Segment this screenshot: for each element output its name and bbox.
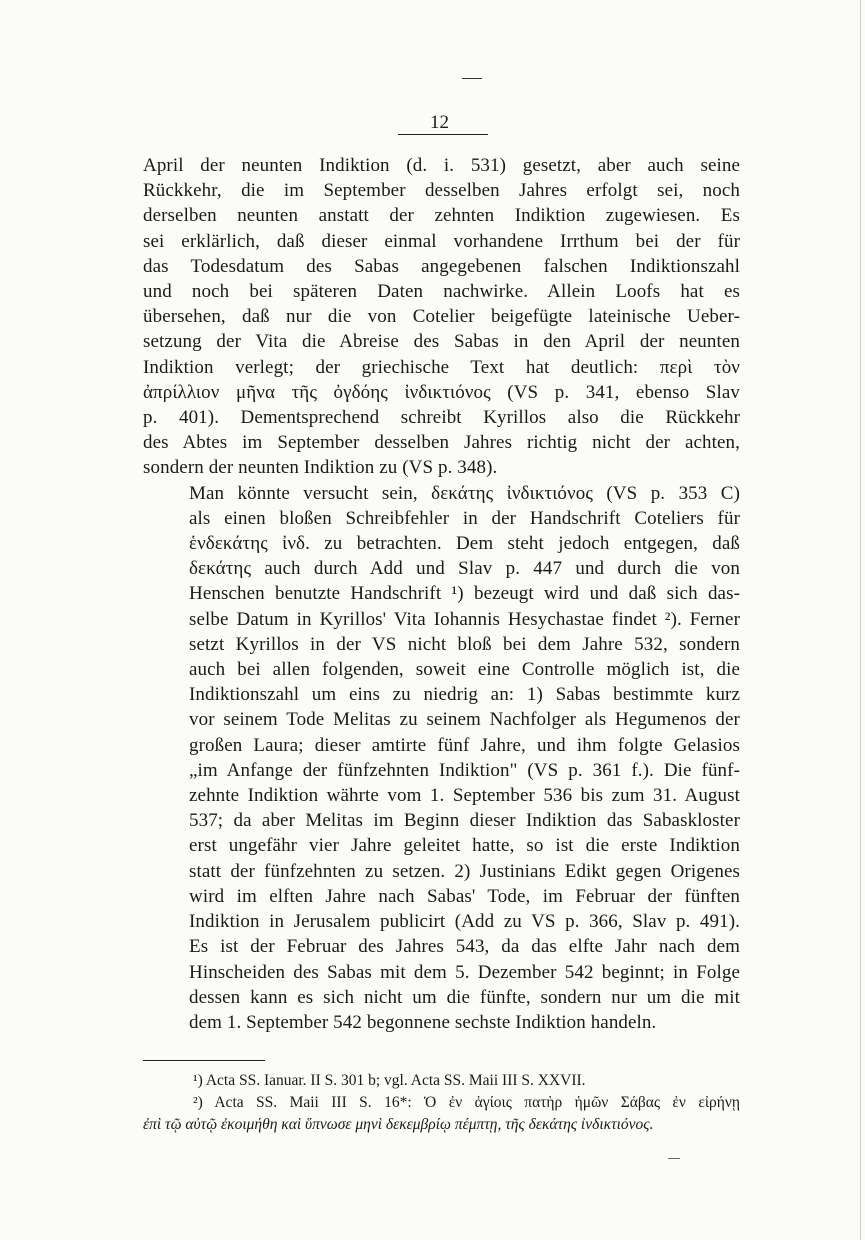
text-line: des Abtes im September desselben Jahres richtig nicht der achten, [143, 432, 740, 454]
text-line: auch bei allen folgenden, soweit eine Controlle möglich ist, die [189, 659, 740, 681]
body-text [143, 153, 740, 1035]
text-line: Hinscheiden des Sabas mit dem 5. Dezember 542 beginnt; in Folge [189, 961, 740, 983]
text-line: dessen kann es sich nicht um die fünfte, sondern nur um die mit [189, 986, 740, 1008]
text-line: April der neunten Indiktion (d. i. 531) gesetzt, aber auch seine [143, 155, 740, 176]
text-line: sei erklärlich, daß dieser einmal vorhandene Irrthum bei der für [143, 230, 740, 252]
text-line: Es ist der Februar des Jahres 543, da das elfte Jahr nach dem [189, 936, 740, 958]
text-line: das Todesdatum des Sabas angegebenen falschen Indiktionszahl [143, 255, 740, 277]
footnote-1: ¹) Acta SS. Ianuar. II S. 301 b; vgl. Acta SS. Maii III S. XXVII. [193, 1072, 586, 1089]
text-line: und noch bei späteren Daten nachwirke. Allein Loofs hat es [143, 281, 740, 303]
text-line: Rückkehr, die im September desselben Jahres erfolgt sei, noch [143, 180, 740, 202]
text-line: 537; da aber Melitas im Beginn dieser Indiktion das Sabaskloster [189, 810, 740, 832]
text-line: sondern der neunten Indiktion zu (VS p. 348). [143, 457, 498, 479]
text-line: Indiktionszahl um eins zu niedrig an: 1) Sabas bestimmte kurz [189, 684, 740, 706]
page-edge [860, 0, 861, 1240]
paragraph-2 [143, 481, 740, 1035]
text-line: ἑνδεκάτης ἰνδ. zu betrachten. Dem steht jedoch entgegen, daß [189, 533, 740, 555]
footnote-2-line-2: ἐπὶ τῷ αὐτῷ ἐκοιμήθη καὶ ὕπνωσε μηνὶ δεκεμβρίῳ πέμπτῃ, τῆς δεκάτης ἰνδικτιόνος. [143, 1116, 654, 1133]
text-line: p. 401). Dementsprechend schreibt Kyrillos also die Rückkehr [143, 407, 740, 429]
text-line: erst ungefähr vier Jahre geleitet hatte, so ist die erste Indiktion [189, 835, 740, 857]
paragraph-1 [143, 153, 740, 481]
text-line: setzung der Vita die Abreise des Sabas in den April der neunten [143, 331, 740, 353]
text-line: ἀπρίλλιον μῆνα τῆς ὀγδόης ἰνδικτιόνος (VS p. 341, ebenso Slav [143, 381, 740, 403]
text-line: δεκάτης auch durch Add und Slav p. 447 und durch die von [189, 558, 740, 580]
text-line: als einen bloßen Schreibfehler in der Handschrift Coteliers für [189, 507, 740, 529]
text-line: Indiktion in Jerusalem publicirt (Add zu VS p. 366, Slav p. 491). [189, 911, 740, 933]
text-line: derselben neunten anstatt der zehnten Indiktion zugewiesen. Es [143, 205, 740, 227]
text-line: übersehen, daß nur die von Cotelier beigefügte lateinische Ueber- [143, 306, 740, 328]
text-line: dem 1. September 542 begonnene sechste Indiktion handeln. [189, 1011, 657, 1033]
text-line: statt der fünfzehnten zu setzen. 2) Justinians Edikt gegen Origenes [189, 860, 740, 882]
bottom-dash [668, 1158, 680, 1159]
text-line: zehnte Indiktion währte vom 1. September 536 bis zum 31. August [189, 785, 740, 807]
text-line: setzt Kyrillos in der VS nicht bloß bei dem Jahre 532, sondern [189, 633, 740, 655]
text-line: Indiktion verlegt; der griechische Text hat deutlich: περὶ τὸν [143, 356, 740, 378]
top-dash [462, 78, 482, 79]
text-line: wird im elften Jahre nach Sabas' Tode, im Februar der fünften [189, 885, 740, 907]
text-line: „im Anfange der fünfzehnten Indiktion" (VS p. 361 f.). Die fünf- [189, 759, 740, 781]
text-line: selbe Datum in Kyrillos' Vita Iohannis Hesychastae findet ²). Ferner [189, 608, 740, 630]
page-number: 12 [430, 112, 449, 133]
text-line: Man könnte versucht sein, δεκάτης ἰνδικτιόνος (VS p. 353 C) [189, 482, 740, 504]
footnote-rule [143, 1060, 265, 1061]
page-number-rule [398, 134, 488, 135]
footnotes [143, 1070, 740, 1136]
text-line: Henschen benutzte Handschrift ¹) bezeugt wird und daß sich das- [189, 583, 740, 605]
footnote-2-line-1: ²) Acta SS. Maii III S. 16*: Ὁ ἐν ἁγίοις πατὴρ ἡμῶν Σάβας ἐν εἰρήνῃ [193, 1094, 740, 1111]
text-line: großen Laura; dieser amtirte fünf Jahre, und ihm folgte Gelasios [189, 734, 740, 756]
text-line: vor seinem Tode Melitas zu seinem Nachfolger als Hegumenos der [189, 709, 740, 731]
